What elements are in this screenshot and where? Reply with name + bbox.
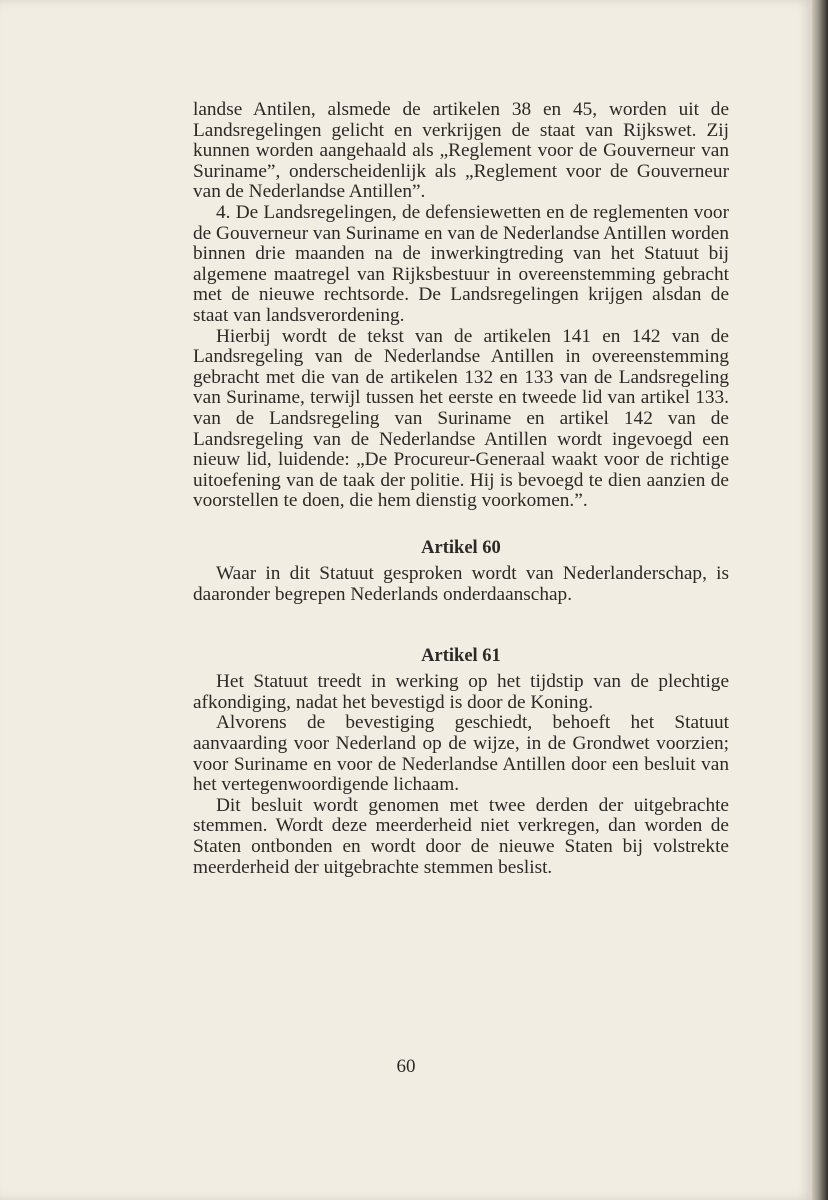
paragraph-amendment: Hierbij wordt de tekst van de artikelen 141 en 142 van de Landsregeling van de Nederlandse Antillen in overeenstemming gebracht met die van de artikelen 132 en 133 van de Landsregeling van Suriname, terwijl tussen het eerste en tweede lid van artikel 133. van de Landsregeling van Suriname en artikel 142 van de Landsregeling van de Nederlandse Antillen wordt ingevoegd een nieuw lid, luidende: „De Procureur-Generaal waakt voor de richtige uitoefening van de taak der politie. Hij is bevoegd te dien aanzien de voorstellen te doen, die hem dienstig voorkomen.”. [193, 325, 729, 512]
paragraph-continuation: landse Antilen, alsmede de artikelen 38 en 45, worden uit de Landsregelingen gelicht en verkrijgen de staat van Rijkswet. Zij kunnen worden aangehaald als „Reglement voor de Gouverneur van Suriname”, onderscheidenlijk als „Reglement voor de Gouverneur van de Nederlandse Antillen”. [193, 99, 729, 203]
page-number: 60 [396, 1056, 416, 1077]
article-61-heading: Artikel 61 [421, 645, 501, 666]
article-60-heading: Artikel 60 [421, 537, 501, 558]
article-61-paragraph-1: Het Statuut treedt in werking op het tijdstip van de plechtige afkondiging, nadat het bevestigd is door de Koning. [193, 671, 729, 713]
article-61-paragraph-3: Dit besluit wordt genomen met twee derden der uitgebrachte stemmen. Wordt deze meerderheid niet verkregen, dan worden de Staten ontbonden en wordt door de nieuwe Staten bij volstrekte meerderheid der uitgebrachte stemmen beslist. [193, 794, 729, 878]
paragraph-item-4: 4. De Landsregelingen, de defensiewetten en de reglementen voor de Gouverneur van Suriname en van de Nederlandse Antillen worden binnen drie maanden na de inwerkingtreding van het Statuut bij algemene maatregel van Rijksbestuur in overeenstemming gebracht met de nieuwe rechtsorde. De Landsregelingen krijgen alsdan de staat van landsverordening. [193, 201, 729, 326]
article-61-paragraph-2: Alvorens de bevestiging geschiedt, behoeft het Statuut aanvaarding voor Nederland op de wijze, in de Grondwet voorzien; voor Suriname en voor de Nederlandse Antillen door een besluit van het vertegenwoordigende lichaam. [193, 712, 729, 796]
book-spine-shadow [812, 0, 828, 1200]
body-text [193, 100, 729, 878]
article-60-text: Waar in dit Statuut gesproken wordt van Nederlanderschap, is daaronder begrepen Nederlands onderdaanschap. [193, 563, 729, 606]
